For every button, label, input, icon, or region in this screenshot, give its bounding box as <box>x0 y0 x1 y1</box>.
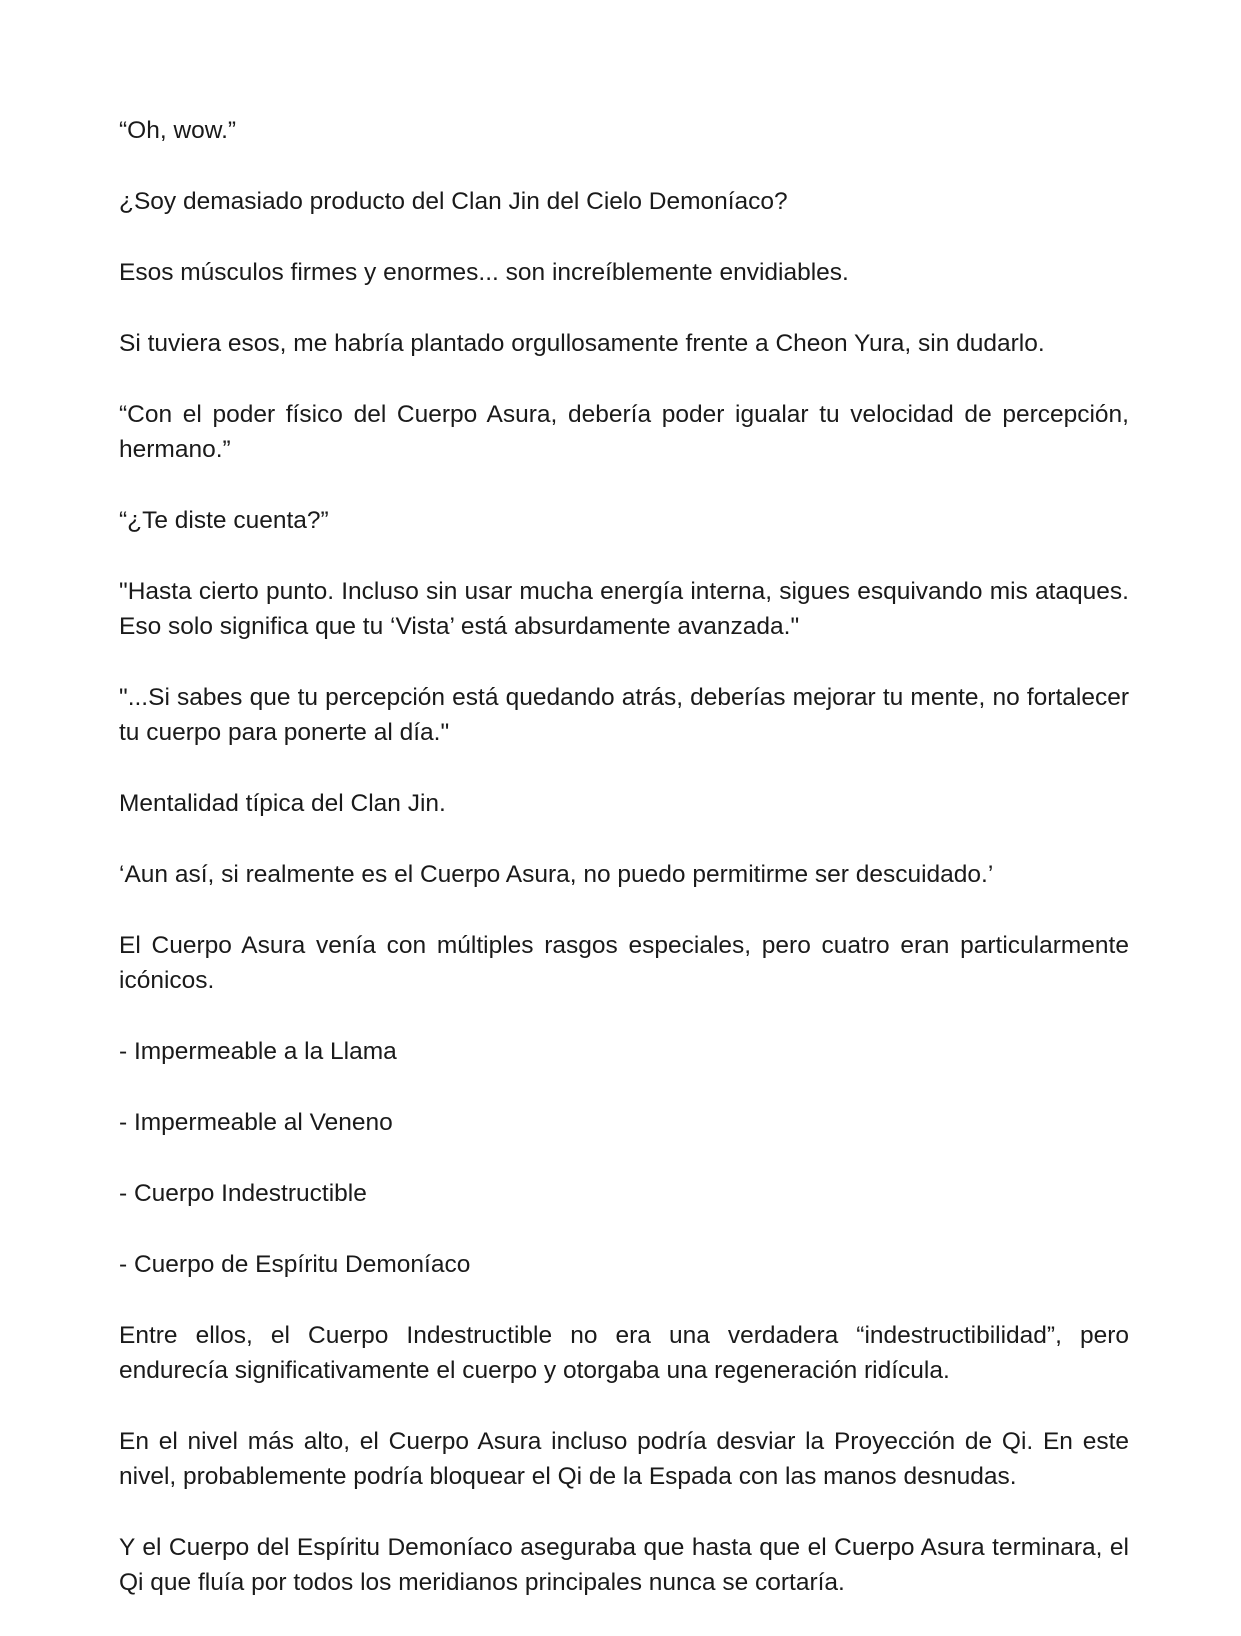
paragraph-mentality: Mentalidad típica del Clan Jin. <box>119 790 446 817</box>
paragraph-to-some-extent: "Hasta cierto punto. Incluso sin usar mucha energía interna, sigues esquivando mis ataques. Eso solo significa que tu ‘Vista’ está absurdamente avanzada." <box>119 578 1129 640</box>
trait-list-item: - Impermeable a la Llama <box>119 1038 397 1065</box>
paragraph-indestructible: Entre ellos, el Cuerpo Indestructible no era una verdadera “indestructibilidad”, pero endurecía significativamente el cuerpo y otorgaba una regeneración ridícula. <box>119 1322 1129 1384</box>
paragraph-noticed: “¿Te diste cuenta?” <box>119 507 329 534</box>
paragraph-highest-level: En el nivel más alto, el Cuerpo Asura incluso podría desviar la Proyección de Qi. En este nivel, probablemente podría bloquear el Qi de la Espada con las manos desnudas. <box>119 1428 1129 1490</box>
paragraph-muscles: Esos músculos firmes y enormes... son increíblemente envidiables. <box>119 259 849 286</box>
paragraph-oh-wow: “Oh, wow.” <box>119 117 237 144</box>
trait-list-item: - Cuerpo Indestructible <box>119 1180 367 1207</box>
document-page <box>119 113 1129 1636</box>
paragraph-clan-jin-question: ¿Soy demasiado producto del Clan Jin del Cielo Demoníaco? <box>119 188 788 215</box>
trait-list-item: - Cuerpo de Espíritu Demoníaco <box>119 1251 471 1278</box>
paragraph-cheon-yura: Si tuviera esos, me habría plantado orgullosamente frente a Cheon Yura, sin dudarlo. <box>119 330 1045 357</box>
paragraph-special-traits: El Cuerpo Asura venía con múltiples rasgos especiales, pero cuatro eran particularmente icónicos. <box>119 932 1129 994</box>
paragraph-demonic-spirit: Y el Cuerpo del Espíritu Demoníaco aseguraba que hasta que el Cuerpo Asura terminara, el Qi que fluía por todos los meridianos principales nunca se cortaría. <box>119 1534 1129 1596</box>
paragraph-not-careless: ‘Aun así, si realmente es el Cuerpo Asura, no puedo permitirme ser descuidado.’ <box>119 861 994 888</box>
paragraph-perception-behind: "...Si sabes que tu percepción está quedando atrás, deberías mejorar tu mente, no fortalecer tu cuerpo para ponerte al día." <box>119 684 1129 746</box>
paragraph-asura-power: “Con el poder físico del Cuerpo Asura, debería poder igualar tu velocidad de percepción, hermano.” <box>119 401 1129 463</box>
trait-list-item: - Impermeable al Veneno <box>119 1109 393 1136</box>
